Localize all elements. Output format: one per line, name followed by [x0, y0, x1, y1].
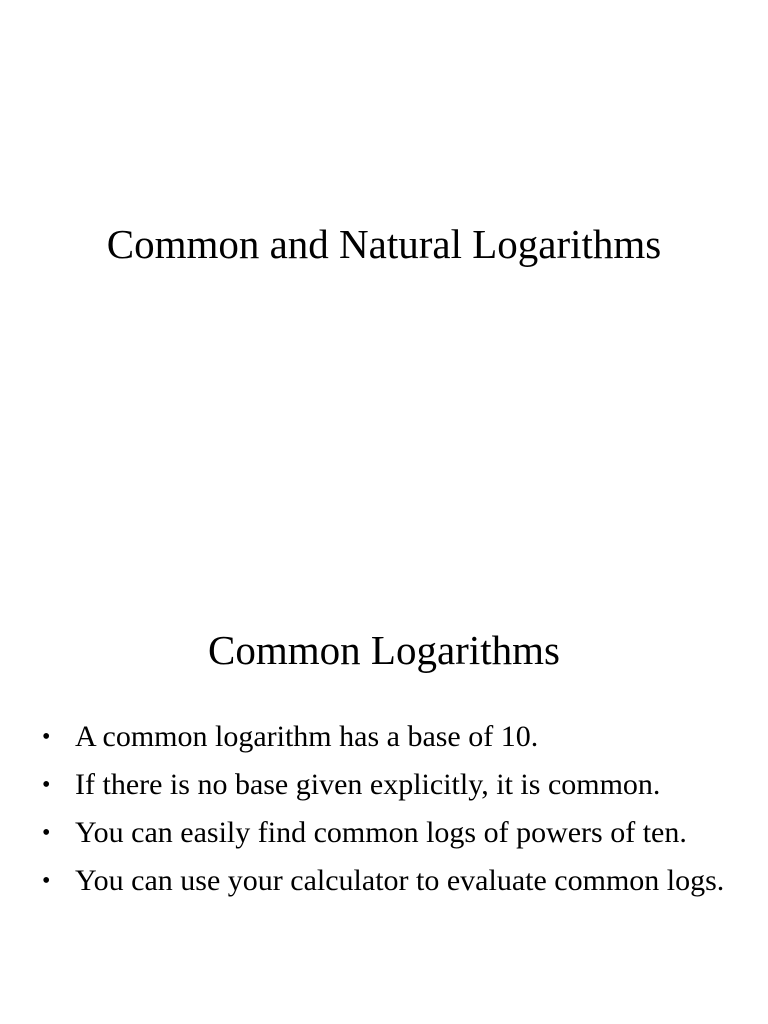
bullet-item: [0, 812, 768, 854]
bullet-text: You can easily find common logs of powers of ten.: [75, 816, 687, 849]
slide-2-title: Common Logarithms: [208, 627, 560, 673]
bullet-text: If there is no base given explicitly, it is common.: [75, 768, 661, 801]
bullet-icon: •: [42, 724, 51, 750]
bullet-text: A common logarithm has a base of 10.: [75, 720, 539, 753]
slide-1-title: Common and Natural Logarithms: [106, 221, 662, 267]
bullet-item: [0, 764, 768, 806]
bullet-text: You can use your calculator to evaluate common logs.: [75, 864, 725, 897]
bullet-item: [0, 716, 768, 758]
bullet-icon: •: [42, 772, 51, 798]
slide-common-logarithms: [0, 576, 768, 1024]
bullet-icon: •: [42, 868, 51, 894]
bullet-item: [0, 860, 768, 902]
bullet-list: [0, 716, 768, 908]
bullet-icon: •: [42, 820, 51, 846]
